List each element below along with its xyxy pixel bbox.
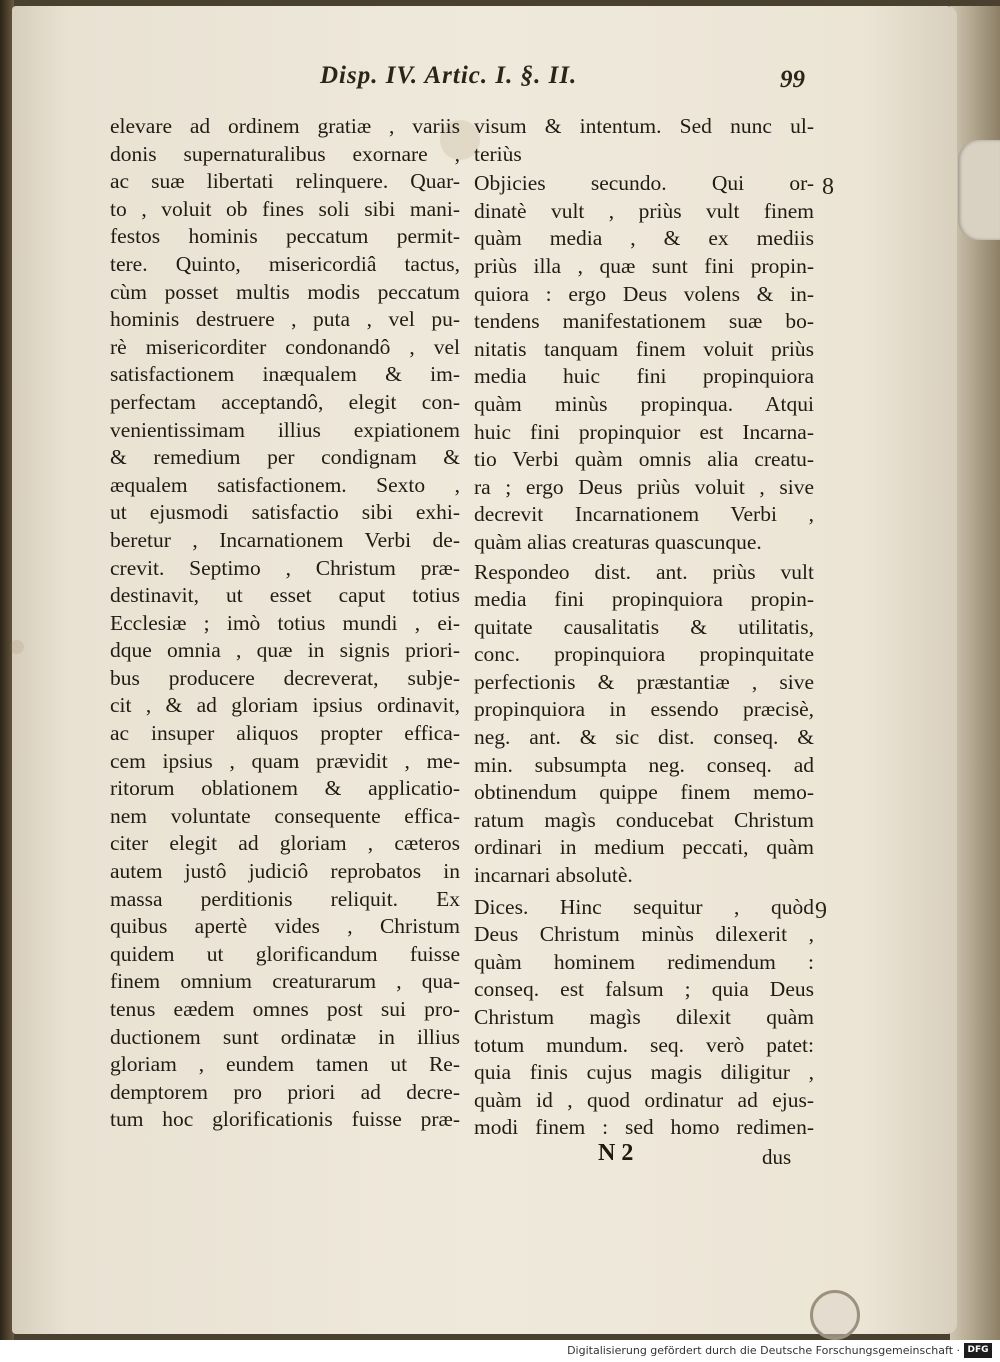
- text-line: cùm posset multis modis peccatum: [110, 279, 460, 304]
- margin-number: 8: [822, 174, 834, 200]
- text-line: ordinari in medium peccati, quàm: [474, 835, 814, 860]
- text-line: quàm media , & ex mediis: [474, 226, 814, 251]
- text-line: ut ejusmodi satisfactio sibi exhi-: [110, 500, 460, 525]
- text-line: dinatè vult , priùs vult finem: [474, 198, 814, 223]
- text-line: quibus apertè vides , Christum: [110, 914, 460, 939]
- text-line: Christum magìs dilexit quàm: [474, 1005, 814, 1029]
- text-line: to , voluit ob fines soli sibi mani-: [110, 196, 460, 221]
- text-line: cem ipsius , quam prævidit , me-: [110, 748, 460, 773]
- text-line: ac suæ libertati relinquere. Quar-: [110, 169, 460, 194]
- stain: [10, 640, 24, 654]
- text-line: venientissimam illius expiationem: [110, 417, 460, 442]
- text-line: tenus eædem omnes post sui pro-: [110, 997, 460, 1021]
- text-line: hominis destruere , puta , vel pu-: [110, 307, 460, 332]
- text-line: quàm alias creaturas quascunque.: [474, 529, 762, 554]
- text-line: priùs illa , quæ sunt fini propin-: [474, 253, 814, 278]
- text-line: perfectam acceptandô, elegit con-: [110, 389, 460, 414]
- text-line: visum & intentum. Sed nunc ul-: [474, 114, 814, 138]
- text-line: festos hominis peccatum permit-: [110, 224, 460, 249]
- left-column: [110, 113, 460, 1134]
- text-line: nitatis tanquam finem voluit priùs: [474, 336, 814, 361]
- text-line: totum mundum. seq. verò patet:: [474, 1032, 814, 1057]
- text-line: ratum magìs conducebat Christum: [474, 807, 814, 832]
- text-line: decrevit Incarnationem Verbi ,: [474, 502, 814, 527]
- text-line: bus producere decreverat, subje-: [110, 665, 460, 690]
- ring-clip: [810, 1290, 860, 1340]
- text-line: conc. propinquiora propinquitate: [474, 642, 814, 667]
- text-line: ductionem sunt ordinatæ in illius: [110, 1024, 460, 1049]
- text-line: incarnari absolutè.: [474, 863, 633, 888]
- text-line: crevit. Septimo , Christum præ-: [110, 555, 460, 580]
- text-line: teriùs: [474, 141, 522, 166]
- text-line: tendens manifestationem suæ bo-: [474, 309, 814, 334]
- text-line: rè misericorditer condonandô , vel: [110, 334, 460, 359]
- text-line: conseq. est falsum ; quia Deus: [474, 977, 814, 1002]
- text-line: ritorum oblationem & applicatio-: [110, 776, 460, 801]
- paragraph-3: [474, 559, 814, 890]
- text-line: quitate causalitatis & utilitatis,: [474, 614, 814, 639]
- text-line: quàm minùs propinqua. Atqui: [474, 391, 814, 416]
- right-column: [474, 113, 814, 1142]
- margin-number: 9: [815, 898, 827, 924]
- text-line: tum hoc glorificationis fuisse præ-: [110, 1107, 460, 1132]
- text-line: modi finem : sed homo redimen-: [474, 1115, 814, 1140]
- text-line: satisfactionem inæqualem & im-: [110, 362, 460, 387]
- text-line: destinavit, ut esset caput totius: [110, 583, 460, 608]
- text-line: tere. Quinto, misericordiâ tactus,: [110, 251, 460, 276]
- text-line: ac insuper aliquos propter effica-: [110, 721, 460, 746]
- text-line: elevare ad ordinem gratiæ , variis: [110, 114, 460, 138]
- text-line: cit , & ad gloriam ipsius ordinavit,: [110, 693, 460, 718]
- text-line: media fini propinquiora propin-: [474, 587, 814, 612]
- text-line: obtinendum quippe finem memo-: [474, 780, 814, 805]
- text-line: autem justô judiciô reprobatos in: [110, 859, 460, 884]
- text-line: Dices. Hinc sequitur , quòd: [474, 894, 814, 919]
- text-line: quiora : ergo Deus volens & in-: [474, 281, 814, 306]
- text-line: citer elegit ad gloriam , cæteros: [110, 831, 460, 856]
- text-line: Objicies secundo. Qui or-: [474, 171, 814, 196]
- text-line: Respondeo dist. ant. priùs vult: [474, 559, 814, 584]
- text-line: min. subsumpta neg. conseq. ad: [474, 752, 814, 777]
- catchword: dus: [762, 1145, 792, 1169]
- text-line: quàm id , quod ordinatur ad ejus-: [474, 1087, 814, 1112]
- text-line: huic fini propinquior est Incarna-: [474, 419, 814, 444]
- text-line: ra ; ergo Deus priùs voluit , sive: [474, 474, 814, 499]
- footer-bar: [0, 1340, 1000, 1362]
- signature-mark: N 2: [598, 1140, 634, 1166]
- text-line: Ecclesiæ ; imò totius mundi , ei-: [110, 610, 460, 635]
- dfg-logo: DFG: [964, 1343, 992, 1358]
- text-line: æqualem satisfactionem. Sexto ,: [110, 472, 460, 497]
- text-line: perfectionis & præstantiæ , sive: [474, 669, 814, 694]
- running-header: Disp. IV. Artic. I. §. II.: [320, 62, 578, 89]
- text-line: neg. ant. & sic dist. conseq. &: [474, 725, 814, 750]
- text-line: quidem ut glorificandum fuisse: [110, 941, 460, 966]
- paragraph-1: [474, 113, 814, 168]
- text-line: beretur , Incarnationem Verbi de-: [110, 527, 460, 552]
- text-line: dque omnia , quæ in signis priori-: [110, 638, 460, 663]
- text-line: tio Verbi quàm omnis alia creatu-: [474, 447, 814, 472]
- text-line: propinquiora in essendo præcisè,: [474, 697, 814, 722]
- text-line: demptorem pro priori ad decre-: [110, 1079, 460, 1104]
- text-line: quàm hominem redimendum :: [474, 949, 814, 974]
- text-line: media huic fini propinquiora: [474, 364, 814, 389]
- text-line: donis supernaturalibus exornare ,: [110, 141, 460, 166]
- footer-credit: Digitalisierung gefördert durch die Deutsche Forschungsgemeinschaft ·: [567, 1344, 960, 1357]
- page-number: 99: [780, 66, 805, 93]
- text-line: Deus Christum minùs dilexerit ,: [474, 922, 814, 947]
- text-line: finem omnium creaturarum , qua-: [110, 969, 460, 994]
- page-tab: [958, 140, 1000, 240]
- paragraph-4: [474, 894, 814, 1142]
- text-line: massa perditionis reliquit. Ex: [110, 886, 460, 911]
- text-line: nem voluntate consequente effica-: [110, 803, 460, 828]
- text-line: quia finis cujus magis diligitur ,: [474, 1060, 814, 1085]
- text-line: gloriam , eundem tamen ut Re-: [110, 1052, 460, 1077]
- paragraph-2: [474, 170, 814, 556]
- text-line: & remedium per condignam &: [110, 445, 460, 470]
